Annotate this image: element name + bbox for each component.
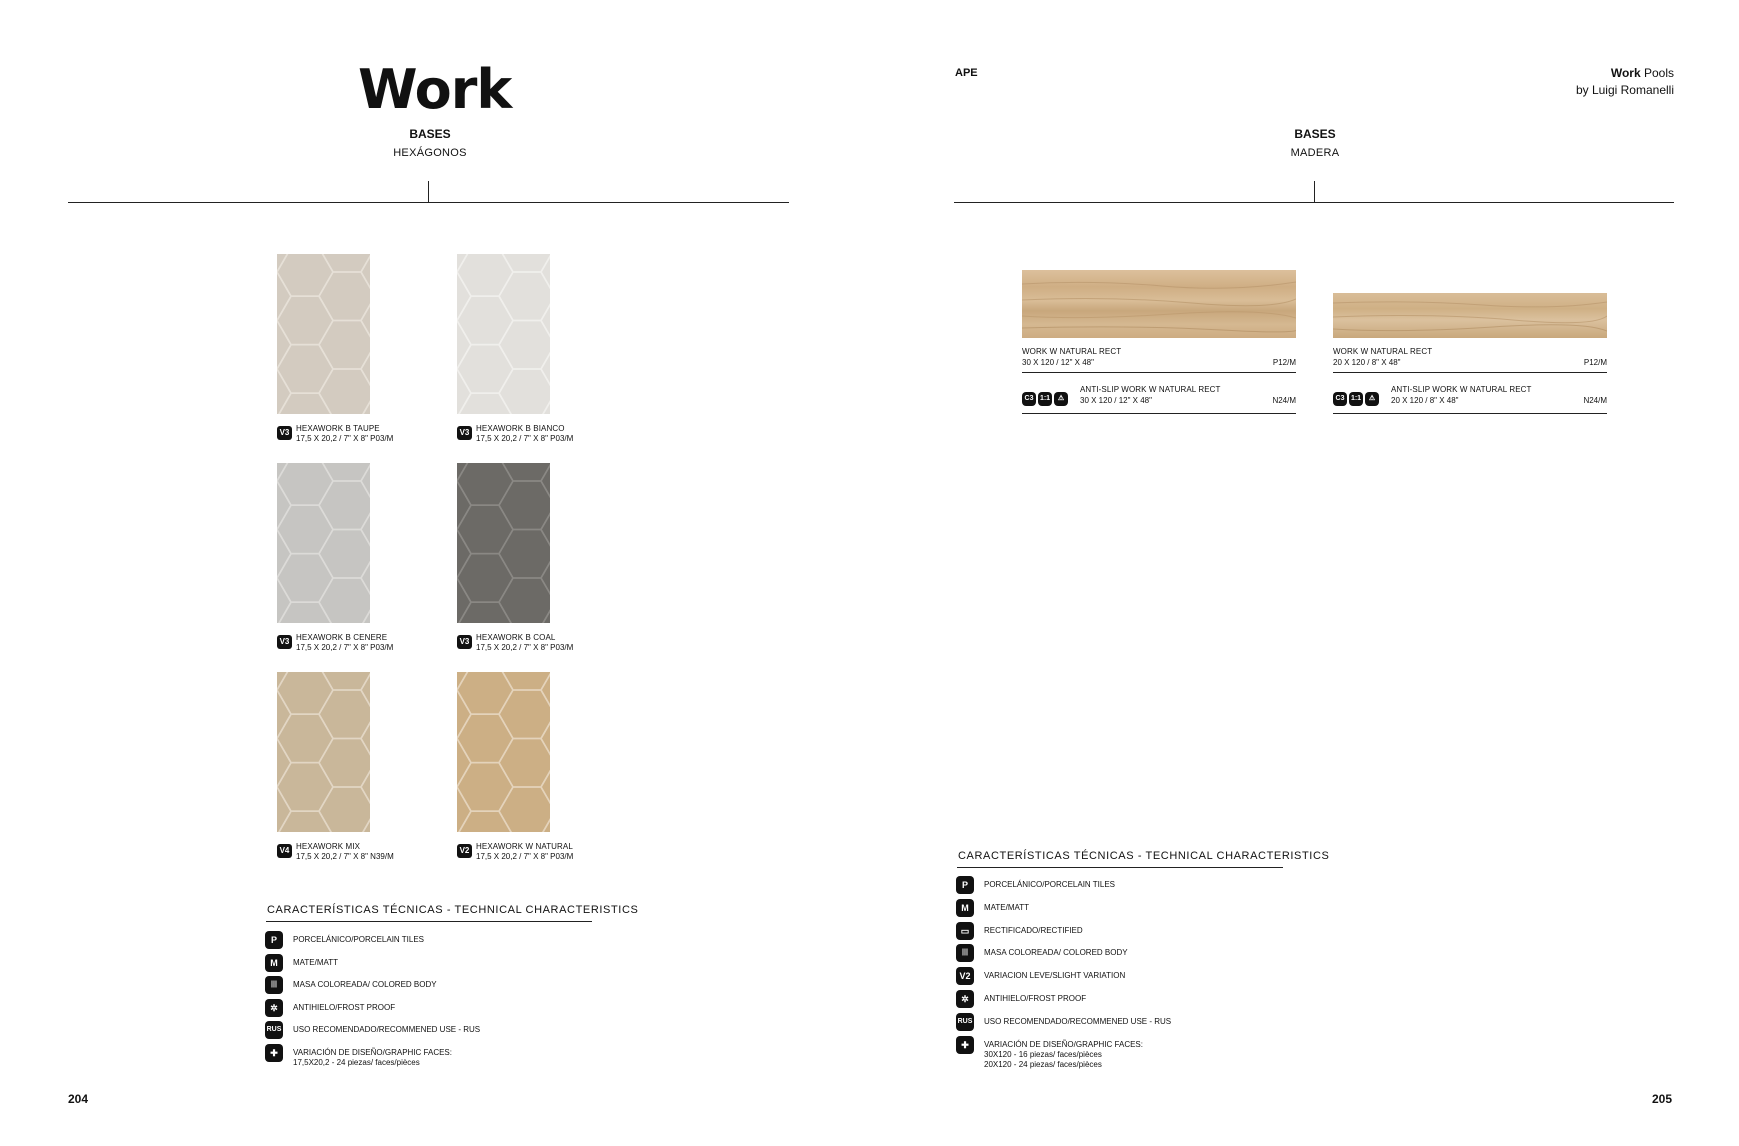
plank-name: WORK W NATURAL RECT	[1333, 347, 1433, 356]
section-title: BASES	[1294, 127, 1336, 141]
variation-badge: V4	[277, 844, 292, 858]
characteristic-icon: M	[956, 899, 974, 917]
tile-dims: 17,5 X 20,2 / 7" X 8" P03/M	[296, 434, 394, 443]
characteristics-rule	[266, 921, 592, 922]
characteristic-icon: V2	[956, 967, 974, 985]
section-divider-tick	[1314, 181, 1315, 202]
characteristic-text: ANTIHIELO/FROST PROOF	[984, 994, 1087, 1003]
tile-dims: 17,5 X 20,2 / 7" X 8" P03/M	[476, 434, 574, 443]
wood-grain	[1022, 270, 1296, 338]
plank-code: P12/M	[1272, 358, 1296, 367]
characteristic-icon: ✚	[265, 1044, 283, 1062]
tile-name: HEXAWORK B COAL	[476, 633, 556, 642]
slip-warning-icon: ⚠	[1365, 392, 1379, 406]
page-number: 204	[68, 1092, 89, 1106]
characteristic-icon: ✚	[956, 1036, 974, 1054]
characteristic-icon: |||	[956, 944, 974, 962]
characteristic-icon: P	[956, 876, 974, 894]
hex-tile-image	[457, 463, 550, 623]
characteristic-text: USO RECOMENDADO/RECOMMENED USE - RUS	[984, 1016, 1172, 1026]
anti-slip-dims: 30 X 120 / 12" X 48"	[1080, 396, 1152, 405]
characteristics-heading: CARACTERÍSTICAS TÉCNICAS - TECHNICAL CHARACTERISTICS	[958, 850, 1330, 862]
anti-slip-dims: 20 X 120 / 8" X 48"	[1391, 396, 1459, 405]
characteristic-icon: |||	[265, 976, 283, 994]
characteristic-text: ANTIHIELO/FROST PROOF	[293, 1002, 396, 1012]
hex-tile-image	[277, 254, 370, 414]
hex-pattern	[457, 463, 550, 623]
plank-dims: 30 X 120 / 12" X 48"	[1022, 358, 1094, 367]
collection-name: Work	[1610, 66, 1641, 80]
page-title: Work	[358, 58, 512, 121]
class-c3-icon: C3	[1022, 392, 1036, 406]
section-subtitle: MADERA	[1290, 147, 1340, 159]
slip-warning-icon: ⚠	[1054, 392, 1068, 406]
tile-name: HEXAWORK MIX	[296, 842, 361, 851]
plank-rule	[1333, 372, 1607, 373]
characteristic-detail: 30X120 - 16 piezas/ faces/pièces	[984, 1049, 1102, 1059]
characteristic-text: VARIACIÓN DE DISEÑO/GRAPHIC FACES:	[984, 1039, 1143, 1049]
plank-name: WORK W NATURAL RECT	[1022, 347, 1122, 356]
tile-name: HEXAWORK W NATURAL	[476, 842, 573, 851]
characteristic-text: PORCELÁNICO/PORCELAIN TILES	[984, 880, 1115, 889]
wood-grain	[1333, 293, 1607, 338]
tile-name: HEXAWORK B BIANCO	[476, 424, 565, 433]
plank-badges	[1333, 387, 1381, 406]
section-divider	[68, 202, 789, 203]
section-divider	[954, 202, 1674, 203]
collection-label	[1500, 66, 1674, 80]
characteristic-text: MASA COLOREADA/ COLORED BODY	[984, 948, 1128, 958]
tile-dims: 17,5 X 20,2 / 7" X 8" P03/M	[296, 643, 394, 652]
hex-pattern	[277, 672, 370, 832]
characteristic-text: USO RECOMENDADO/RECOMMENED USE - RUS	[293, 1025, 481, 1034]
tile-dims: 17,5 X 20,2 / 7" X 8" N39/M	[296, 852, 394, 861]
characteristic-icon: ▭	[956, 922, 974, 940]
plank-image	[1022, 270, 1296, 338]
tile-dims: 17,5 X 20,2 / 7" X 8" P03/M	[476, 643, 574, 652]
characteristic-icon: ✲	[265, 999, 283, 1017]
characteristic-detail: 20X120 - 24 piezas/ faces/pièces	[984, 1059, 1102, 1069]
plank-rule	[1333, 413, 1607, 414]
section-subtitle: HEXÁGONOS	[393, 147, 467, 159]
characteristic-icon: RUS	[265, 1021, 283, 1039]
plank-rule	[1022, 372, 1296, 373]
plank-badges	[1022, 387, 1070, 406]
characteristic-text: MATE/MATT	[293, 957, 339, 967]
anti-slip-code: N24/M	[1583, 396, 1607, 405]
plank-rule	[1022, 413, 1296, 414]
variation-badge: V3	[277, 426, 292, 440]
characteristic-text: PORCELÁNICO/PORCELAIN TILES	[293, 935, 424, 944]
characteristic-text: VARIACION LEVE/SLIGHT VARIATION	[984, 971, 1126, 981]
hex-pattern	[457, 254, 550, 414]
characteristics-rule	[957, 867, 1283, 868]
hex-pattern	[277, 254, 370, 414]
brand-label: APE	[955, 67, 978, 79]
plank-code: P12/M	[1583, 358, 1607, 367]
ratio-icon: 1:1	[1349, 392, 1363, 406]
hex-tile-image	[457, 254, 550, 414]
section-divider-tick	[428, 181, 429, 202]
anti-slip-name: ANTI-SLIP WORK W NATURAL RECT	[1391, 385, 1532, 394]
plank-image	[1333, 293, 1607, 338]
variation-badge: V2	[457, 844, 472, 858]
variation-badge: V3	[457, 426, 472, 440]
variation-badge: V3	[277, 635, 292, 649]
anti-slip-code: N24/M	[1272, 396, 1296, 405]
characteristic-text: MASA COLOREADA/ COLORED BODY	[293, 980, 437, 989]
ratio-icon: 1:1	[1038, 392, 1052, 406]
tile-name: HEXAWORK B TAUPE	[296, 424, 380, 433]
characteristic-detail: 17,5X20,2 - 24 piezas/ faces/pièces	[293, 1057, 420, 1067]
hex-pattern	[277, 463, 370, 623]
tile-dims: 17,5 X 20,2 / 7" X 8" P03/M	[476, 852, 574, 861]
anti-slip-name: ANTI-SLIP WORK W NATURAL RECT	[1080, 385, 1221, 394]
characteristic-text: RECTIFICADO/RECTIFIED	[984, 925, 1083, 935]
collection-type: Pools	[1640, 66, 1674, 80]
variation-badge: V3	[457, 635, 472, 649]
tile-name: HEXAWORK B CENERE	[296, 633, 388, 642]
characteristic-text: VARIACIÓN DE DISEÑO/GRAPHIC FACES:	[293, 1047, 452, 1057]
designer-label: by Luigi Romanelli	[1575, 83, 1674, 97]
class-c3-icon: C3	[1333, 392, 1347, 406]
characteristic-icon: M	[265, 954, 283, 972]
characteristic-icon: P	[265, 931, 283, 949]
hex-pattern	[457, 672, 550, 832]
hex-tile-image	[457, 672, 550, 832]
page-number: 205	[1652, 1092, 1673, 1106]
characteristic-icon: ✲	[956, 990, 974, 1008]
characteristics-heading: CARACTERÍSTICAS TÉCNICAS - TECHNICAL CHARACTERISTICS	[267, 904, 639, 916]
characteristic-icon: RUS	[956, 1013, 974, 1031]
hex-tile-image	[277, 463, 370, 623]
hex-tile-image	[277, 672, 370, 832]
plank-dims: 20 X 120 / 8" X 48"	[1333, 358, 1401, 367]
section-title: BASES	[409, 127, 451, 141]
characteristic-text: MATE/MATT	[984, 902, 1030, 912]
